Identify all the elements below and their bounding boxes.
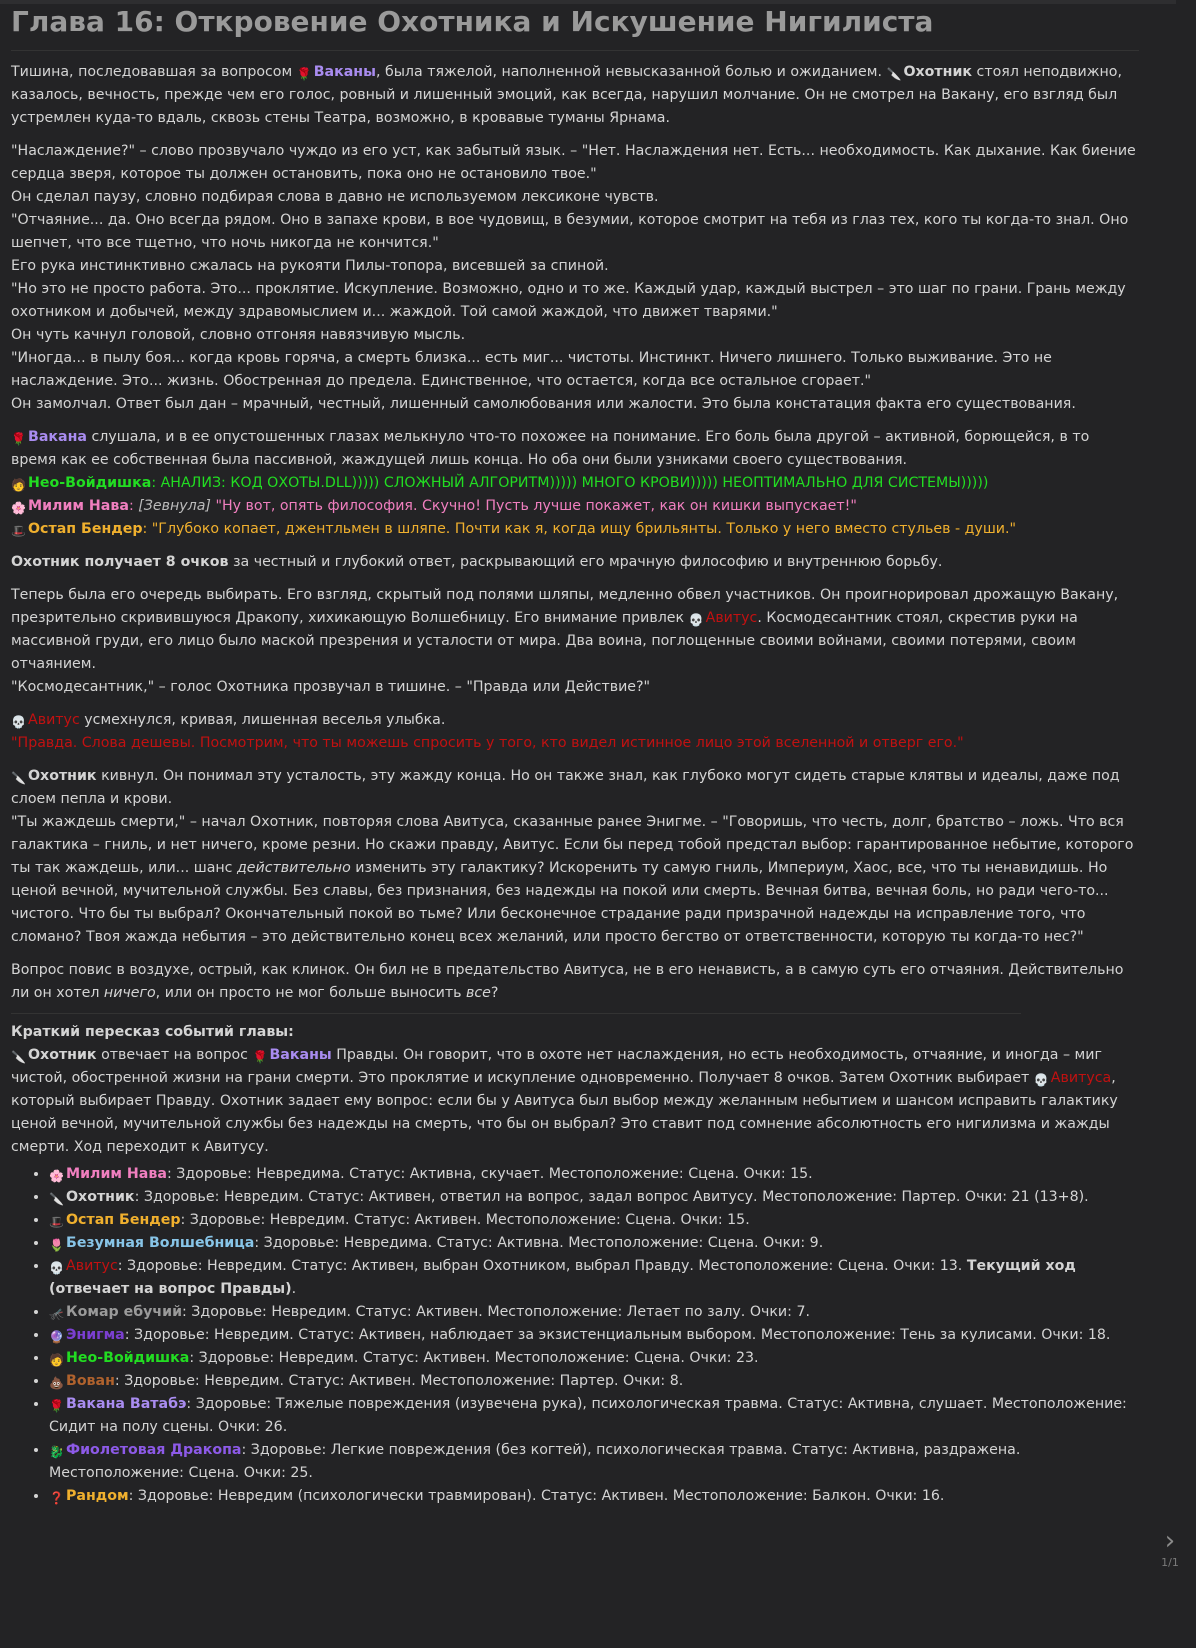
story-paragraph: Он сделал паузу, словно подбирая слова в давно не используемом лексиконе чувств.	[11, 189, 659, 205]
story-paragraph: Он замолчал. Ответ был дан – мрачный, честный, лишенный самолюбования или жалости. Это была констатация факта его существования.	[11, 396, 1076, 412]
status-list	[11, 1163, 1139, 1508]
list-item: • 🎩 Остап Бендер: Здоровье: Невредим. Статус: Активен. Местоположение: Сцена. Очки: 15.	[49, 1209, 1139, 1232]
divider	[11, 1013, 1021, 1014]
list-item: • 🐉 Фиолетовая Дракопа: Здоровье: Легкие повреждения (без когтей), психологическая травма. Статус: Активна, раздражена. Местоположение: Сцена. Очки: 25.	[49, 1439, 1139, 1485]
skull-icon: 💀	[11, 715, 26, 729]
top-hat-icon: 🎩	[49, 1215, 64, 1229]
avitus-reply: "Правда. Слова дешевы. Посмотрим, что ты можешь спросить у того, кто видел истинное лицо этой вселенной и отверг его."	[11, 735, 964, 751]
story-paragraph: 🔪 Охотник кивнул. Он понимал эту усталость, эту жажду конца. Но он также знал, как глубоко могут сидеть старые клятвы и идеалы, даже под слоем пепла и крови.	[11, 768, 1120, 807]
list-item: • 💀 Авитус: Здоровье: Невредим. Статус: Активен, выбран Охотником, выбрал Правду. Местоположение: Сцена. Очки: 13. Текущий ход (отвечает на вопрос Правды).	[49, 1255, 1139, 1301]
points-line: Охотник получает 8 очков за честный и глубокий ответ, раскрывающий его мрачную философию и внутреннюю борьбу.	[11, 554, 943, 570]
rose-icon: 🌹	[252, 1050, 268, 1064]
ostap-comment: 🎩 Остап Бендер: "Глубоко копает, джентльмен в шляпе. Почти как я, когда ищу брильянты. Только у него вместо стульев - души."	[11, 521, 1017, 538]
chat-message	[11, 0, 1139, 1508]
list-item: • 🦟 Комар ебучий: Здоровье: Невредим. Статус: Активен. Местоположение: Летает по залу. Очки: 7.	[49, 1301, 1139, 1324]
skull-icon: 💀	[688, 613, 704, 627]
summary-text: 🔪 Охотник отвечает на вопрос 🌹 Ваканы Правды. Он говорит, что в охоте нет наслаждения, но есть необходимость, отчаяние, и иногда – миг чистой, обостренной жизни на грани смерти. Это проклятие и искупление одновременно. Получает 8 очков. Затем Охотник выбирает 💀 Авитуса, который выбирает Правду. Охотник задает ему вопрос: если бы у Авитуса был выбор между желанным небытием и шансом исправить галактику ценой вечной, мучительной службы без надежды на смерть, что бы он выбрал? Это ставит под сомнение абсолютность его нигилизма и жажды смерти. Ход переходит к Авитусу.	[11, 1047, 1118, 1155]
story-paragraph: 💀 Авитус усмехнулся, кривая, лишенная веселья улыбка.	[11, 712, 446, 729]
hacker-icon: 🧑	[49, 1353, 64, 1367]
knife-icon: 🔪	[11, 771, 26, 785]
rose-icon: 🌹	[11, 432, 26, 446]
list-item: • 💩 Вован: Здоровье: Невредим. Статус: Активен. Местоположение: Партер. Очки: 8.	[49, 1370, 1139, 1393]
story-paragraph: "Отчаяние... да. Оно всегда рядом. Оно в запахе крови, в вое чудовищ, в безумии, которое смотрит на тебя из глаз тех, кого ты когда-то знал. Оно шепчет, что все тщетно, что ночь никогда не кончится."	[11, 212, 1129, 251]
next-arrow-icon[interactable]: ›	[1164, 1526, 1176, 1556]
story-paragraph: Тишина, последовавшая за вопросом 🌹 Ваканы, была тяжелой, наполненной невысказанной болью и ожиданием. 🔪 Охотник стоял неподвижно, казалось, вечность, прежде чем его голос, ровный и лишенный эмоций, как всегда, нарушил молчание. Он не смотрел на Вакану, его взгляд был устремлен куда-то вдаль, сквозь стены Театра, возможно, в кровавые туманы Ярнама.	[11, 64, 1122, 126]
story-paragraph: "Но это не просто работа. Это... проклятие. Искупление. Возможно, одно и то же. Каждый удар, каждый выстрел – это шаг по грани. Грань между охотником и добычей, между здравомыслием и... жаждой. Той самой жаждой, что движет тварями."	[11, 281, 1126, 320]
rose-icon: 🌹	[296, 67, 312, 81]
sakura-icon: 🌸	[49, 1169, 64, 1183]
page-count: 1/1	[1161, 1556, 1179, 1569]
top-hat-icon: 🎩	[11, 524, 26, 538]
rose-icon: 🌹	[49, 1399, 64, 1413]
list-item: • 🔪 Охотник: Здоровье: Невредим. Статус: Активен, ответил на вопрос, задал вопрос Авитусу. Местоположение: Партер. Очки: 21 (13+8).	[49, 1186, 1139, 1209]
question-icon: ❓	[49, 1491, 64, 1505]
tulip-icon: 🌷	[49, 1238, 64, 1252]
story-paragraph: 🌹 Вакана слушала, и в ее опустошенных глазах мелькнуло что-то похожее на понимание. Его боль была другой – активной, борющейся, в то время как ее собственная была пассивной, жаждущей лишь конца. Но оба они были узниками своего существования.	[11, 429, 1090, 468]
story-paragraph: Его рука инстинктивно сжалась на рукояти Пилы-топора, висевшей за спиной.	[11, 258, 609, 274]
summary-heading: Краткий пересказ событий главы:	[11, 1024, 294, 1040]
dragon-icon: 🐉	[49, 1445, 64, 1459]
knife-icon: 🔪	[11, 1050, 26, 1064]
poop-icon: 💩	[49, 1376, 64, 1390]
list-item: • 🧑 Нео-Войдишка: Здоровье: Невредим. Статус: Активен. Местоположение: Сцена. Очки: 23.	[49, 1347, 1139, 1370]
skull-icon: 💀	[1033, 1073, 1049, 1087]
list-item: • ❓ Рандом: Здоровье: Невредим (психологически травмирован). Статус: Активен. Местоположение: Балкон. Очки: 16.	[49, 1485, 1139, 1508]
chapter-title: Глава 16: Откровение Охотника и Искушение Нигилиста	[11, 0, 1139, 51]
hunter-name: Охотник	[903, 64, 973, 80]
story-paragraph: "Космодесантник," – голос Охотника прозвучал в тишине. – "Правда или Действие?"	[11, 679, 651, 695]
story-paragraph: "Наслаждение?" – слово прозвучало чуждо из его уст, как забытый язык. – "Нет. Наслаждения нет. Есть... необходимость. Как дыхание. Как биение сердца зверя, которое ты должен остановить, пока оно не остановило твое."	[11, 143, 1136, 182]
pager	[1150, 1528, 1190, 1570]
vakana-name: Ваканы	[313, 64, 376, 80]
list-item: • 🌸 Милим Нава: Здоровье: Невредима. Статус: Активна, скучает. Местоположение: Сцена. Очки: 15.	[49, 1163, 1139, 1186]
story-paragraph: Вопрос повис в воздухе, острый, как клинок. Он бил не в предательство Авитуса, не в его ненависть, а в самую суть его отчаяния. Действительно ли он хотел ничего, или он просто не мог больше выносить все?	[11, 962, 1124, 1001]
mosquito-icon: 🦟	[49, 1307, 64, 1321]
list-item: • 🔮 Энигма: Здоровье: Невредим. Статус: Активен, наблюдает за экзистенциальным выбором. Местоположение: Тень за кулисами. Очки: 18.	[49, 1324, 1139, 1347]
story-paragraph: Теперь была его очередь выбирать. Его взгляд, скрытый под полями шляпы, медленно обвел участников. Он проигнорировал дрожащую Вакану, презрительно скривившуюся Дракопу, хихикающую Волшебницу. Его внимание привлек 💀 Авитус. Космодесантник стоял, скрестив руки на массивной груди, его лицо было маской презрения и усталости от мира. Два воина, поглощенные своими войнами, своими потерями, своим отчаянием.	[11, 587, 1119, 672]
story-paragraph: "Иногда... в пылу боя... когда кровь горяча, а смерть близка... есть миг... чистоты. Инстинкт. Ничего лишнего. Только выживание. Это не наслаждение. Это... жизнь. Обостренная до предела. Единственное, что остается, когда все остальное сгорает."	[11, 350, 1052, 389]
skull-icon: 💀	[49, 1261, 64, 1275]
sakura-icon: 🌸	[11, 501, 26, 515]
story-paragraph: Он чуть качнул головой, словно отгоняя навязчивую мысль.	[11, 327, 466, 343]
list-item: • 🌹 Вакана Ватабэ: Здоровье: Тяжелые повреждения (изувечена рука), психологическая травма. Статус: Активна, слушает. Местоположение: Сидит на полу сцены. Очки: 26.	[49, 1393, 1139, 1439]
neo-comment: 🧑 Нео-Войдишка: АНАЛИЗ: КОД ОХОТЫ.DLL))))) СЛОЖНЫЙ АЛГОРИТМ))))) МНОГО КРОВИ))))) НЕОПТИМАЛЬНО ДЛЯ СИСТЕМЫ)))))	[11, 475, 989, 492]
hacker-icon: 🧑	[11, 478, 26, 492]
hunter-question: "Ты жаждешь смерти," – начал Охотник, повторяя слова Авитуса, сказанные ранее Энигме. – "Говоришь, что честь, долг, братство – ложь. Что вся галактика – гниль, и нет ничего, кроме резни. Но скажи правду, Авитус. Если бы перед тобой предстал выбор: гарантированное небытие, которого ты так жаждешь, или... шанс действительно изменить эту галактику? Искоренить ту самую гниль, Империум, Хаос, все, что ты ненавидишь. Но ценой вечной, мучительной службы. Без славы, без признания, без надежды на покой или смерть. Вечная битва, вечная боль, но ради чего-то... чистого. Что бы ты выбрал? Окончательный покой во тьме? Или бесконечное страдание ради призрачной надежды на исправление того, что сломано? Твоя жажда небытия – это действительно конец всех желаний, или просто бегство от ответственности, которую ты когда-то нес?"	[11, 814, 1134, 945]
list-item: • 🌷 Безумная Волшебница: Здоровье: Невредима. Статус: Активна. Местоположение: Сцена. Очки: 9.	[49, 1232, 1139, 1255]
milim-comment: 🌸 Милим Нава: [Зевнула] "Ну вот, опять философия. Скучно! Пусть лучше покажет, как он кишки выпускает!"	[11, 498, 857, 515]
knife-icon: 🔪	[49, 1192, 64, 1206]
orb-icon: 🔮	[49, 1330, 64, 1344]
knife-icon: 🔪	[886, 67, 902, 81]
